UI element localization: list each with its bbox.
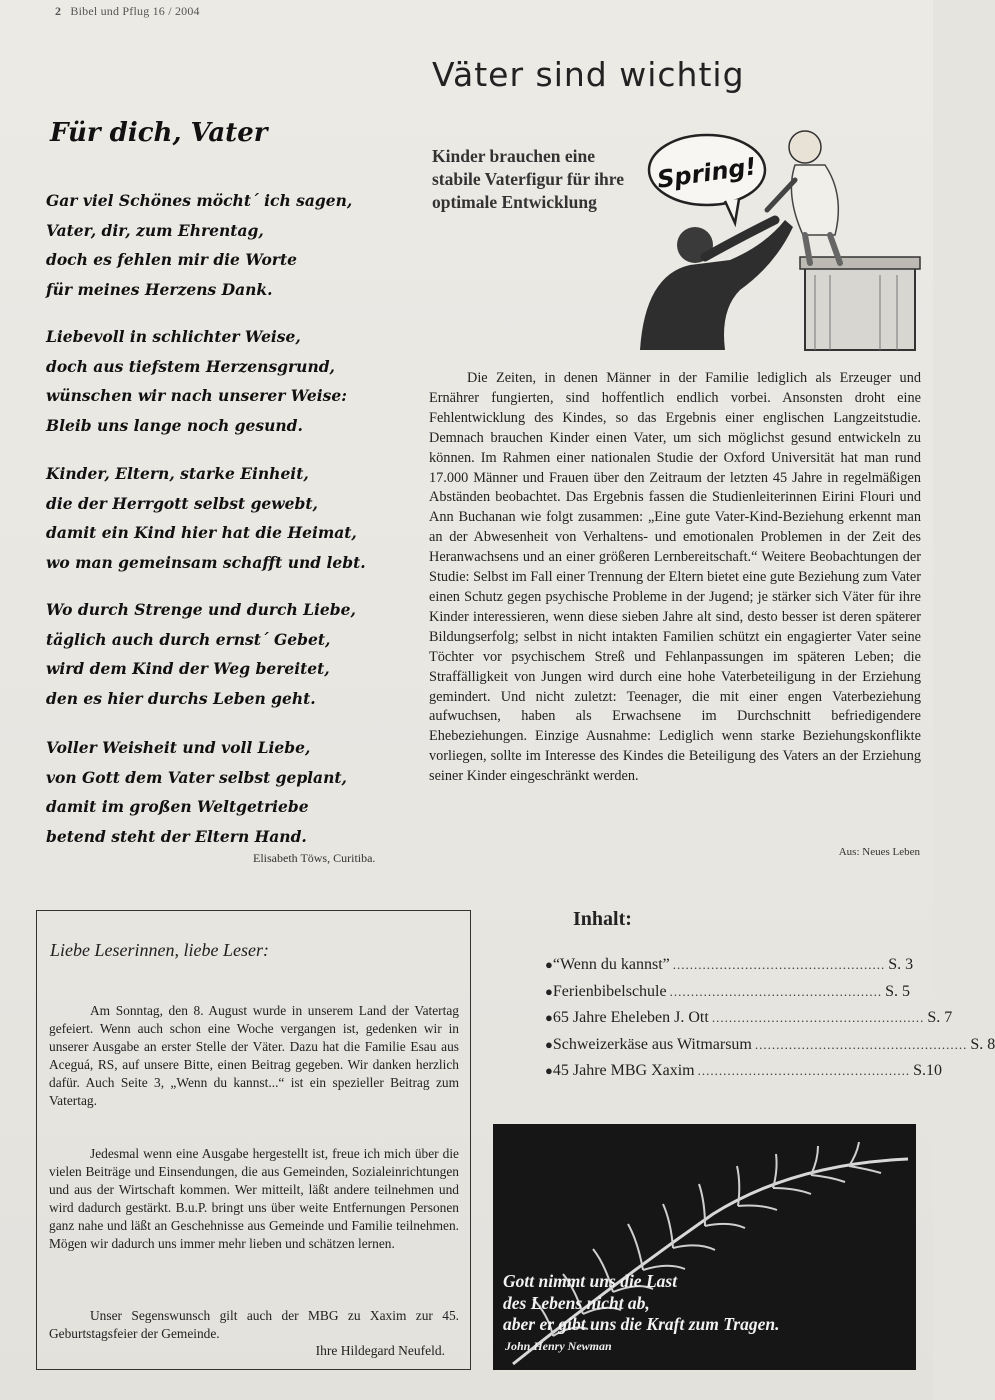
quote-line: des Lebens nicht ab, <box>503 1292 650 1313</box>
letter-heading: Liebe Leserinnen, liebe Leser: <box>50 940 269 960</box>
poem-line: Gar viel Schönes möcht´ ich sagen, <box>46 191 353 210</box>
poem-line: für meines Herzens Dank. <box>46 279 273 299</box>
toc-leader-dots: .................................................. <box>672 957 886 972</box>
father-body <box>640 220 793 350</box>
bullet-icon: ● <box>545 957 553 972</box>
toc-item-title: 65 Jahre Eheleben J. Ott <box>552 1009 709 1027</box>
publication-name: Bibel und Pflug 16 / 2004 <box>70 4 200 18</box>
toc-item[interactable] <box>545 1035 995 1063</box>
poem-line: von Gott dem Vater selbst geplant, <box>46 767 347 787</box>
poem-stanza <box>46 186 406 304</box>
fern-quote-image <box>493 1124 916 1370</box>
poem-line: damit im großen Weltgetriebe <box>46 797 309 816</box>
poem-stanza <box>46 733 406 851</box>
poem-line: wo man gemeinsam schafft und lebt. <box>46 552 366 572</box>
toc-leader-dots: .................................................. <box>697 1063 911 1079</box>
toc-item-title: Ferienbibelschule <box>552 982 667 1000</box>
toc-item-title: 45 Jahre MBG Xaxim <box>552 1062 695 1080</box>
speech-bubble-text: Spring! <box>655 152 759 194</box>
toc-item-page: S.10 <box>913 1062 943 1080</box>
toc-item[interactable] <box>545 956 914 983</box>
poem-stanza <box>46 595 406 713</box>
poem-line: wird dem Kind der Weg bereitet, <box>46 659 330 678</box>
quote-author: John Henry Newman <box>505 1339 612 1353</box>
quote-line: aber er gibt uns die Kraft zum Tragen. <box>503 1314 780 1334</box>
poem-line: damit ein Kind hier hat die Heimat, <box>46 523 357 542</box>
child-body <box>791 165 838 235</box>
quote-text <box>503 1271 903 1336</box>
toc-item-page: S. 8 <box>970 1035 995 1053</box>
poem-line: die der Herrgott selbst gewebt, <box>46 493 318 513</box>
poem-line: Bleib uns lange noch gesund. <box>46 415 303 435</box>
poem-line: doch es fehlen mir die Worte <box>46 250 297 269</box>
toc-item-title: Schweizerkäse aus Witmarsum <box>552 1035 752 1053</box>
editor-letter-box <box>36 910 471 1370</box>
toc-list <box>545 956 995 1089</box>
poem-line: betend steht der Eltern Hand. <box>46 826 307 846</box>
bullet-icon: ● <box>545 1010 553 1026</box>
quote-line: Gott nimmt uns die Last <box>503 1271 678 1291</box>
toc-item-page: S. 7 <box>927 1009 953 1027</box>
toc-leader-dots: .................................................. <box>711 1010 925 1026</box>
article-body: Die Zeiten, in denen Männer in der Familie lediglich als Erzeuger und Ernährer fungierten, sind hoffentlich endlich vorbei. Ansonsten droht eine Fehlentwicklung des Kindes, so das Ergebnis einer englischen Langzeitstudie. Demnach brauchen Kinder einen Vater, um sich möglichst gesund entwickeln zu können. Im Rahmen einer nationalen Studie der Oxford Universität hat man rund 17.000 Männer und Frauen über den Zeitraum der letzten 45 Jahre in regelmäßigen Abständen beobachtet. Das Ergebnis fassen die Studienleiterinnen Eirini Flouri und Ann Buchanan wie folgt zusammen: „Eine gute Vater-Kind-Beziehung erkennt man an der Abwesenheit von Verhaltens- und emotionalen Problemen in der Zeit des Heranwachsens und an einer größeren Lernbereitschaft.“ Weitere Beobachtungen der Studie: Selbst im Fall einer Trennung der Eltern bietet eine gute Beziehung zum Vater einen Schutz gegen psychische Probleme in der Jugend; je stärker sich Väter für ihre Kinder interessieren, wenn diese sieben Jahre alt sind, desto besser ist deren späterer Bildungserfolg; selbst in nicht intakten Familien schützt ein engagierter Vater seine Töchter vor psychischem Streß und Fehlanpassungen im späteren Leben; die Straffälligkeit von Jungen wird durch eine hohe Vaterbeteiligung in der Erziehung gemindert. Und nicht zuletzt: Teenager, die mit einer engen Vaterbeziehung aufwuchsen, haben als Erwachsene im Durchschnitt befriedigendere Ehebeziehungen. Einzige Ausnahme: Lediglich wenn starke Beziehungskonflikte vorliegen, sollte im Interesse des Kindes die Beteiligung des Vaters an der Erziehung seiner Kinder eingeschränkt werden. <box>429 370 921 785</box>
letter-paragraph: Am Sonntag, den 8. August wurde in unserem Land der Vatertag gefeiert. Wenn auch schon eine Woche vergangen ist, gedenken wir in unserer Ausgabe an erster Stelle der Väter. Dazu hat die Familie Esau aus Aceguá, RS, auf unsere Bitte, einen Beitrag gegeben. Wir danken herzlich dafür. Auch Seite 3, „Wenn du kannst...“ ist ein spezieller Beitrag zum Vatertag. <box>49 1003 459 1109</box>
poem-line: Vater, dir, zum Ehrentag, <box>46 220 264 240</box>
toc-item-page: S. 5 <box>885 982 911 1000</box>
bullet-icon: ● <box>545 1036 553 1052</box>
toc-leader-dots: .................................................. <box>754 1036 968 1052</box>
letter-paragraph: Unser Segenswunsch gilt auch der MBG zu Xaxim zur 45. Geburtstagsfeier der Gemeinde. <box>49 1308 459 1342</box>
toc-item-page: S. 3 <box>888 956 914 973</box>
toc-title: Inhalt: <box>573 908 632 930</box>
poem-line: Wo durch Strenge und durch Liebe, <box>46 600 356 619</box>
article-source: Aus: Neues Leben <box>838 846 920 858</box>
letter-paragraph: Jedesmal wenn eine Ausgabe hergestellt ist, freue ich mich über die vielen Beiträge und Einsendungen, die aus Gemeinden, Sozialeinrichtungen und aus der Wirtschaft kommen. Wer mitteilt, läßt andere teilnehmen und wird dadurch gestärkt. B.u.P. bringt uns über weite Entfernungen Personen ganz nahe und läßt an Geschehnisse aus Gemeinde und Familie teilnehmen. Mögen wir dadurch uns immer mehr lieben und schätzen lernen. <box>49 1146 459 1252</box>
poem-line: Liebevoll in schlichter Weise, <box>46 327 301 346</box>
poem-line: Kinder, Eltern, starke Einheit, <box>46 464 309 483</box>
article-subtitle: Kinder brauchen eine stabile Vaterfigur für ihre optimale Entwicklung <box>432 146 625 212</box>
toc-item[interactable] <box>545 1062 943 1089</box>
poem-line: doch aus tiefstem Herzensgrund, <box>46 356 335 376</box>
page-header <box>55 4 200 19</box>
poem-line: den es hier durchs Leben geht. <box>46 688 316 708</box>
toc-leader-dots: .................................................. <box>669 983 883 999</box>
poem-title: Für dich, Vater <box>50 118 268 148</box>
poem-line: täglich auch durch ernst´ Gebet, <box>46 629 331 649</box>
father-child-illustration <box>635 125 925 350</box>
poem-stanza <box>46 459 406 577</box>
poem-line: wünschen wir nach unserer Weise: <box>46 386 347 405</box>
bullet-icon: ● <box>545 1063 553 1079</box>
child-head <box>789 131 821 163</box>
toc-item-title: “Wenn du kannst” <box>552 956 670 973</box>
letter-signature: Ihre Hildegard Neufeld. <box>315 1343 445 1358</box>
poem-stanza <box>46 322 406 440</box>
poem-line: Voller Weisheit und voll Liebe, <box>46 738 311 757</box>
poem-author: Elisabeth Töws, Curitiba. <box>253 851 376 865</box>
toc-item[interactable] <box>545 982 911 1010</box>
pillar-shape <box>805 265 915 350</box>
page-number: 2 <box>55 4 62 18</box>
article-title: Väter sind wichtig <box>432 55 745 94</box>
bullet-icon: ● <box>545 983 553 999</box>
toc-item[interactable] <box>545 1009 953 1036</box>
